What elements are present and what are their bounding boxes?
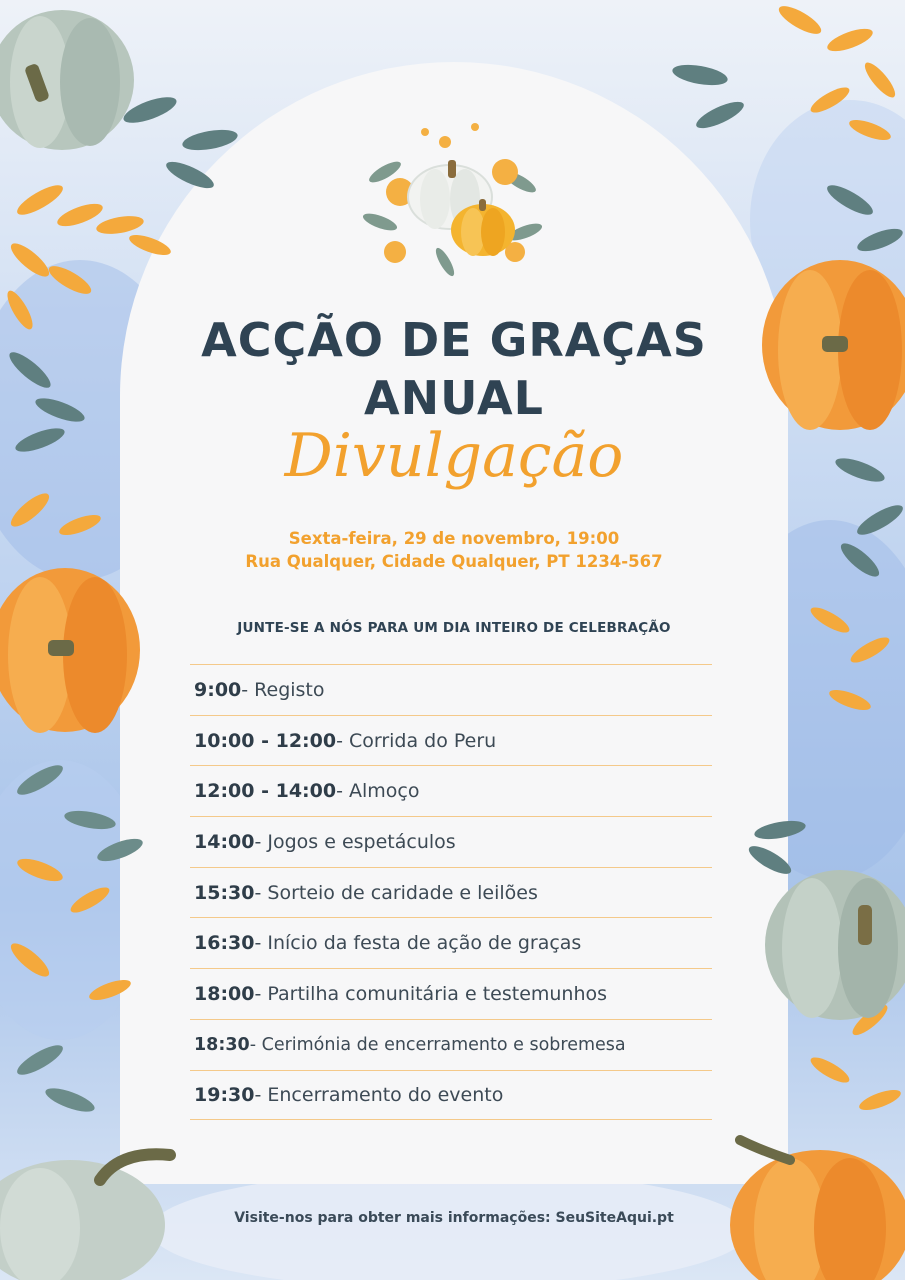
schedule-time: 10:00 - 12:00 [194, 729, 337, 752]
schedule-row [190, 765, 712, 816]
schedule-row [190, 1070, 712, 1121]
schedule-list [190, 664, 712, 1120]
schedule-activity: - Cerimónia de encerramento e sobremesa [249, 1034, 626, 1055]
event-title-line2: ANUAL [364, 371, 544, 425]
invite-heading: JUNTE-SE A NÓS PARA UM DIA INTEIRO DE CELEBRAÇÃO [237, 620, 671, 636]
pumpkin-icon [0, 568, 140, 733]
schedule-row [190, 1019, 712, 1070]
schedule-time: 18:00 [194, 982, 255, 1005]
schedule-time: 19:30 [194, 1083, 255, 1106]
event-address: Rua Qualquer, Cidade Qualquer, PT 1234-567 [245, 552, 663, 571]
schedule-time: 14:00 [194, 830, 255, 853]
schedule-activity: - Corrida do Peru [336, 729, 497, 752]
schedule-row [190, 664, 712, 715]
schedule-activity: - Encerramento do evento [254, 1083, 504, 1106]
schedule-row [190, 715, 712, 766]
schedule-activity: - Jogos e espetáculos [254, 830, 456, 853]
schedule-time: 16:30 [194, 932, 255, 955]
schedule-activity: - Partilha comunitária e testemunhos [254, 982, 608, 1005]
event-date-time: Sexta-feira, 29 de novembro, 19:00 [288, 529, 620, 548]
footer-website: Visite-nos para obter mais informações: SeuSiteAqui.pt [234, 1210, 674, 1226]
schedule-time: 12:00 - 14:00 [194, 780, 337, 803]
script-subtitle: Divulgação [284, 421, 624, 491]
event-title-line1: ACÇÃO DE GRAÇAS [201, 313, 707, 367]
schedule-row [190, 867, 712, 918]
leaf-branch-icon [3, 180, 173, 332]
schedule-row [190, 816, 712, 867]
schedule-activity: - Almoço [336, 780, 420, 803]
schedule-row [190, 917, 712, 968]
schedule-time: 18:30 [194, 1034, 250, 1055]
schedule-row [190, 968, 712, 1019]
schedule-time: 15:30 [194, 881, 255, 904]
schedule-activity: - Início da festa de ação de graças [254, 932, 582, 955]
floral-bouquet-icon [355, 112, 550, 282]
schedule-activity: - Registo [241, 678, 325, 701]
schedule-activity: - Sorteio de caridade e leilões [254, 881, 538, 904]
pumpkin-icon [0, 10, 134, 150]
pumpkin-icon [765, 870, 905, 1020]
schedule-time: 9:00 [194, 678, 242, 701]
